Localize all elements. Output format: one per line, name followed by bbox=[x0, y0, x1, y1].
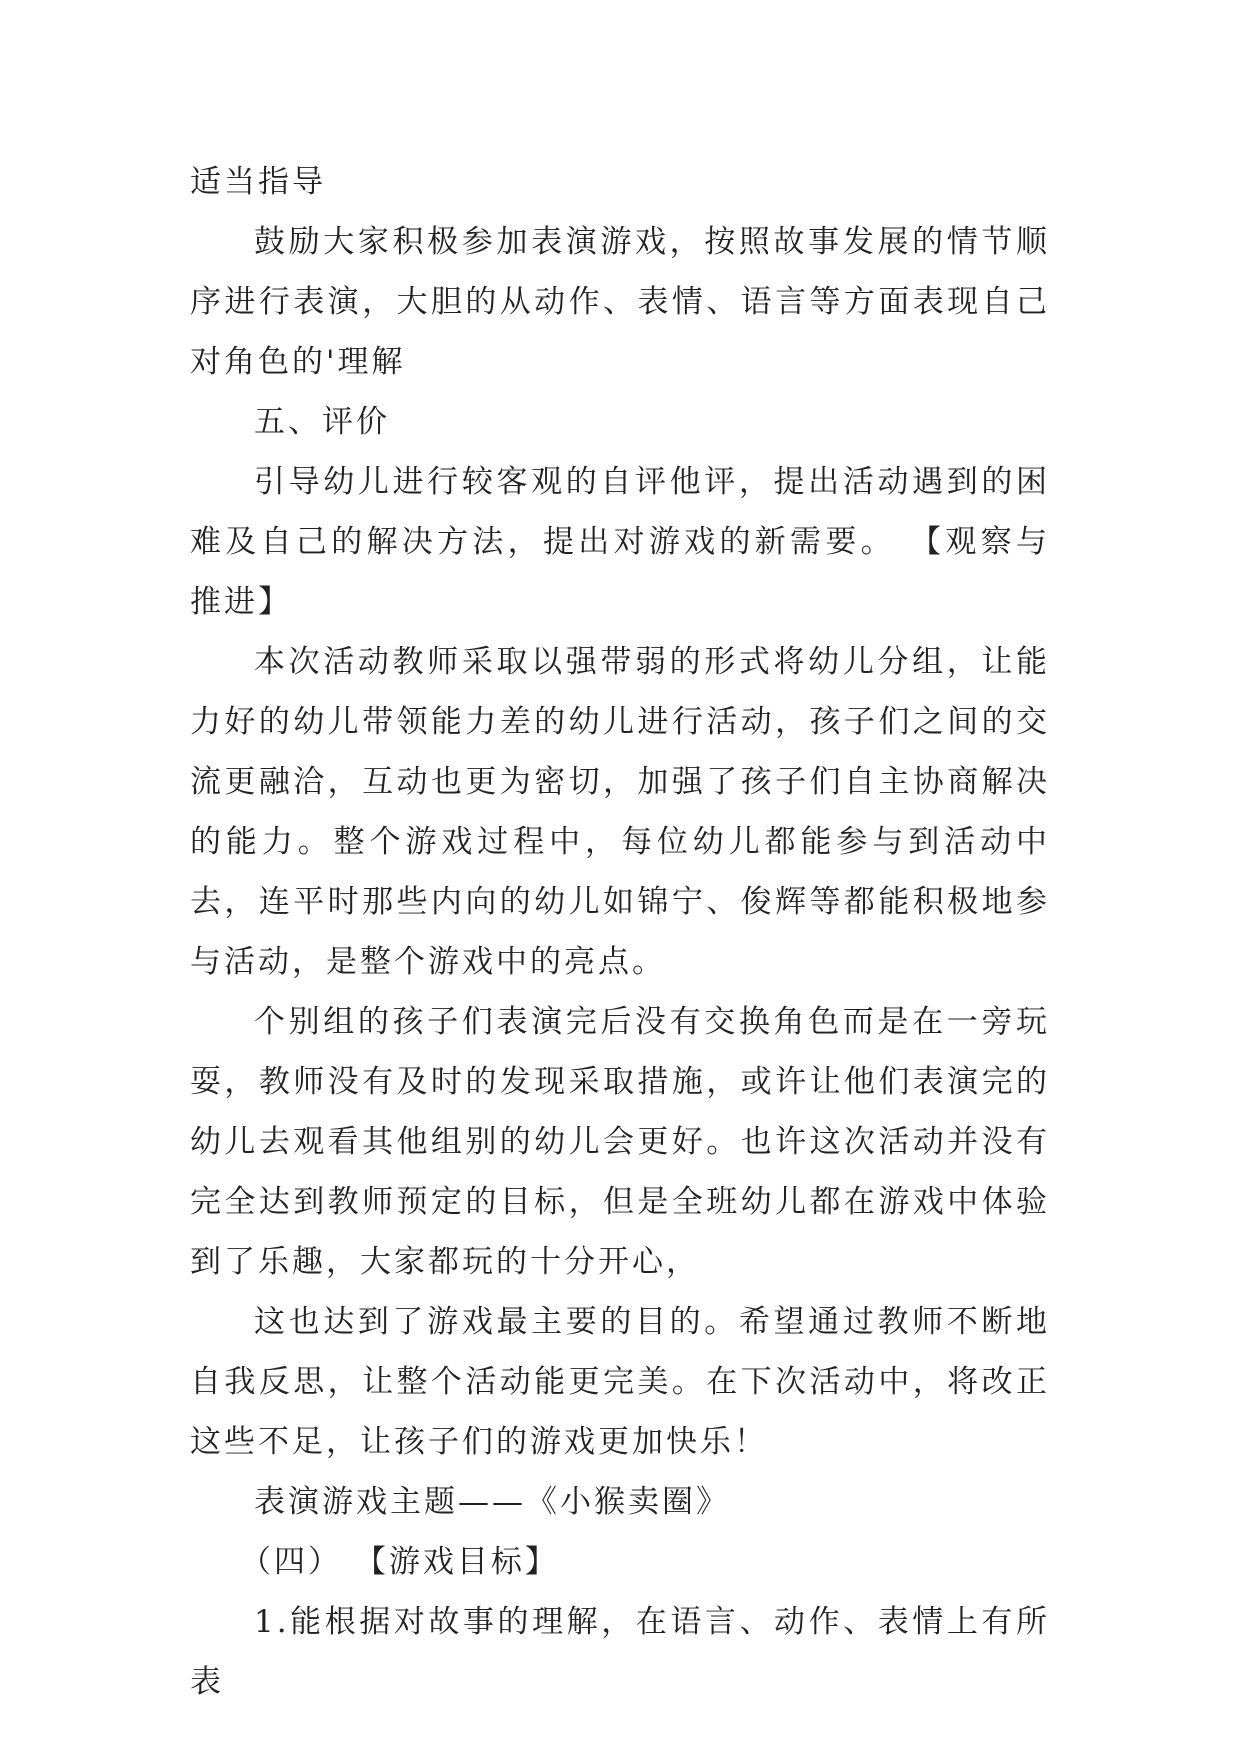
paragraph-encourage-performance: 鼓励大家积极参加表演游戏，按照故事发展的情节顺序进行表演，大胆的从动作、表情、语言等方面表现自己对角色的'理解 bbox=[190, 224, 1050, 380]
paragraph-conclusion: 这也达到了游戏最主要的目的。希望通过教师不断地自我反思，让整个活动能更完美。在下次活动中，将改正这些不足，让孩子们的游戏更加快乐！ bbox=[190, 1304, 1050, 1460]
paragraph-activity-reflection: 本次活动教师采取以强带弱的形式将幼儿分组，让能力好的幼儿带领能力差的幼儿进行活动，孩子们之间的交流更融洽，互动也更为密切，加强了孩子们自主协商解决的能力。整个游戏过程中，每位幼儿都能参与到活动中去，连平时那些内向的幼儿如锦宁、俊辉等都能积极地参与活动，是整个游戏中的亮点。 bbox=[190, 644, 1050, 980]
paragraph-guidance: 适当指导 bbox=[190, 164, 326, 200]
paragraph-group-issue: 个别组的孩子们表演完后没有交换角色而是在一旁玩耍，教师没有及时的发现采取措施，或许让他们表演完的幼儿去观看其他组别的幼儿会更好。也许这次活动并没有完全达到教师预定的目标，但是全班幼儿都在游戏中体验到了乐趣，大家都玩的十分开心， bbox=[190, 1004, 1050, 1280]
document-body bbox=[190, 152, 1050, 1712]
list-item-goal-1: 1.能根据对故事的理解，在语言、动作、表情上有所表 bbox=[190, 1604, 1050, 1700]
section-heading-evaluation: 五、评价 bbox=[254, 404, 390, 440]
paragraph-game-theme: 表演游戏主题——《小猴卖圈》 bbox=[254, 1484, 730, 1520]
section-heading-game-goals: （四） 【游戏目标】 bbox=[240, 1544, 559, 1580]
paragraph-self-evaluation: 引导幼儿进行较客观的自评他评，提出活动遇到的困难及自己的解决方法，提出对游戏的新需要。 【观察与推进】 bbox=[190, 464, 1050, 620]
